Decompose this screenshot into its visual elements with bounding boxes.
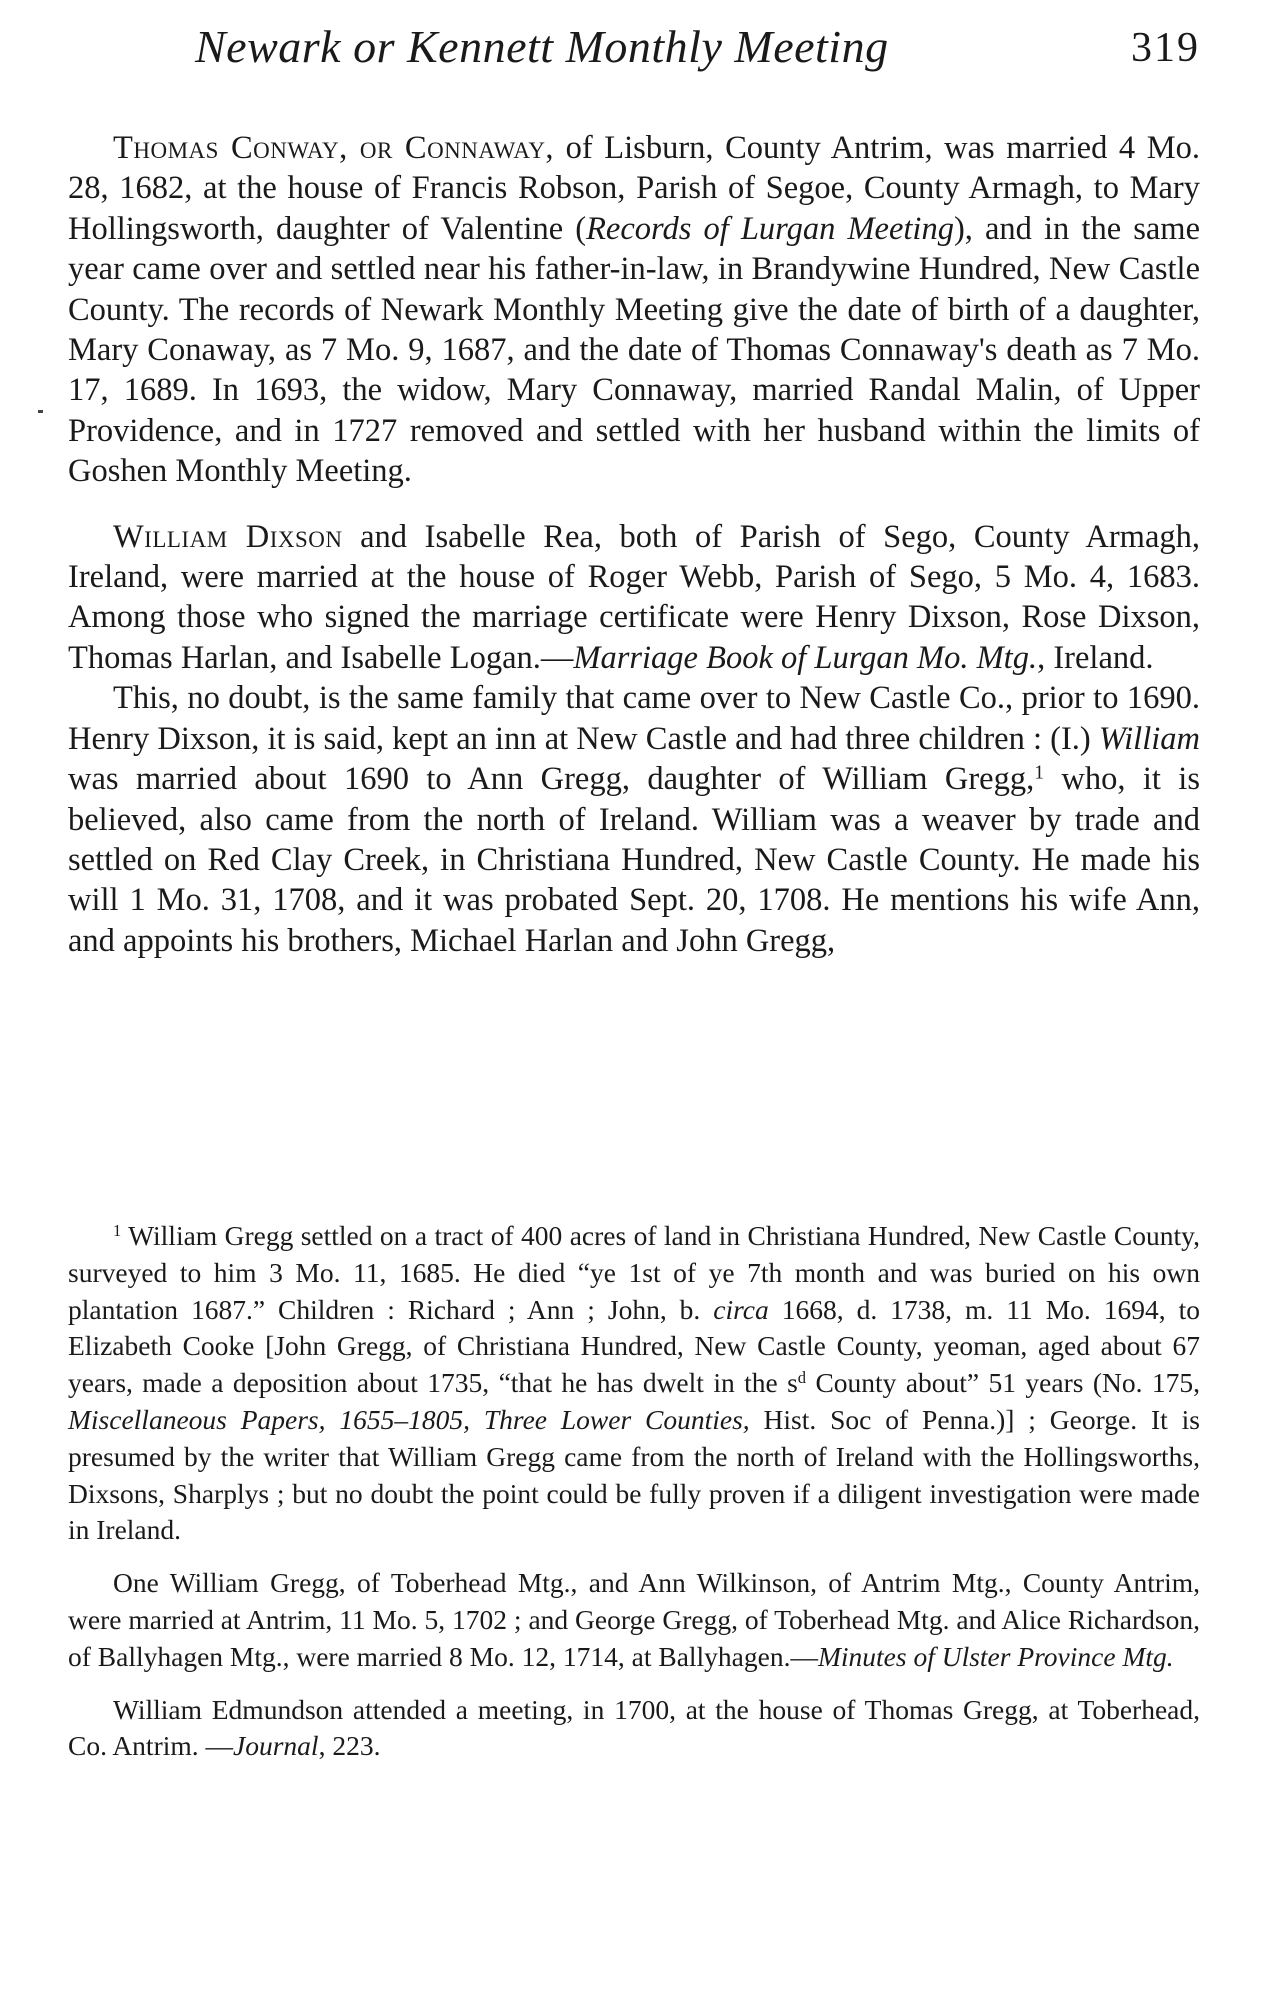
- person-name: Thomas Conway, or Connaway,: [113, 130, 555, 166]
- person-name: William Dixson: [113, 518, 343, 555]
- footnote-edmundson: [68, 1692, 1200, 1766]
- footnote-reference[interactable]: 1: [1034, 762, 1044, 784]
- paragraph-text: was married about 1690 to Ann Gregg, daughter of William Gregg,: [68, 761, 1035, 798]
- child-name: William: [1098, 720, 1200, 757]
- running-title: Newark or Kennett Monthly Meeting: [195, 21, 889, 72]
- footnote-italic: circa: [713, 1293, 769, 1325]
- paragraph-text: who, it is believed, also came from the north of Ireland. William was a weaver by trade and settled on Red Clay Creek, in Christiana Hundred, New Castle County. He made his will 1 Mo. 31, 1708, and it was probated Sept. 20, 1708. He mentions his wife Ann, and appoints his brothers, Michael Harlan and John Gregg,: [68, 761, 1200, 959]
- page-number: 319: [1131, 25, 1200, 71]
- footnote-text: William Gregg settled on a tract of 400 acres of land in Christiana Hundred, New Castle County, surveyed to him 3 Mo. 11, 1685. He died “ye 1st of ye 7th month and was buried on his own plantation 1687.” Children : Richard ; Ann ; John, b.: [68, 1220, 1200, 1325]
- paragraph-text: This, no doubt, is the same family that came over to New Castle Co., prior to 1690. Henry Dixson, it is said, kept an inn at New Castle and had three children : (I.): [68, 680, 1200, 757]
- citation: Records of Lurgan Meeting: [586, 210, 954, 247]
- footnote-gregg-marriages: [68, 1565, 1200, 1675]
- footnote-citation: Miscellaneous Papers, 1655–1805, Three Lower Counties,: [68, 1403, 750, 1435]
- footnote-text: 1668, d. 1738, m. 11 Mo. 1694, to Elizabeth Cooke [John Gregg, of Christiana Hundred, New Castle County, yeoman, aged about 67 years, made a deposition about 1735, “that he has dwelt in the s: [68, 1293, 1200, 1399]
- paragraph-dixson: [68, 517, 1200, 679]
- footnote-text: , 223.: [318, 1730, 381, 1762]
- main-text: [68, 128, 1200, 961]
- paragraph-dixson-family: [68, 678, 1200, 961]
- paragraph-text: and Isabelle Rea, both of Parish of Sego, County Armagh, Ireland, were married at the house of Roger Webb, Parish of Sego, 5 Mo. 4, 1683. Among those who signed the marriage certificate were Henry Dixson, Rose Dixson, Thomas Harlan, and Isabelle Logan.—: [68, 518, 1201, 676]
- citation: Marriage Book of Lurgan Mo. Mtg.: [573, 639, 1038, 676]
- footnote-citation: Minutes of Ulster Province Mtg.: [817, 1640, 1174, 1672]
- page-header: [150, 20, 1200, 90]
- footnote-text: County about” 51 years (No. 175,: [806, 1367, 1200, 1399]
- footnotes: [68, 1218, 1200, 1765]
- footnote-1: [68, 1218, 1200, 1549]
- margin-mark: [38, 410, 43, 413]
- footnote-citation: Journal: [233, 1730, 319, 1762]
- paragraph-conway: [68, 128, 1200, 492]
- footnote-number: 1: [113, 1220, 122, 1240]
- paragraph-text: , Ireland.: [1037, 639, 1154, 676]
- footnote-text: William Edmundson attended a meeting, in 1700, at the house of Thomas Gregg, at Toberhead, Co. Antrim. —: [68, 1693, 1200, 1762]
- footnote-text: One William Gregg, of Toberhead Mtg., and Ann Wilkinson, of Antrim Mtg., County Antrim, were married at Antrim, 11 Mo. 5, 1702 ; and George Gregg, of Toberhead Mtg. and Alice Richardson, of Ballyhagen Mtg., were married 8 Mo. 12, 1714, at Ballyhagen.—: [68, 1567, 1200, 1672]
- superscript: d: [797, 1368, 807, 1388]
- footnote-text: Hist. Soc of Penna.)] ; George. It is presumed by the writer that William Gregg came from the north of Ireland with the Hollingsworths, Dixsons, Sharplys ; but no doubt the point could be fully proven if a diligent investigation were made in Ireland.: [68, 1403, 1200, 1546]
- paragraph-text: of Lisburn, County Antrim, was married 4 Mo. 28, 1682, at the house of Francis Robson, Parish of Segoe, County Armagh, to Mary Hollingsworth, daughter of Valentine (: [68, 130, 1200, 247]
- paragraph-text: ), and in the same year came over and settled near his father-in-law, in Brandywine Hundred, New Castle County. The records of Newark Monthly Meeting give the date of birth of a daughter, Mary Conaway, as 7 Mo. 9, 1687, and the date of Thomas Connaway's death as 7 Mo. 17, 1689. In 1693, the widow, Mary Connaway, married Randal Malin, of Upper Providence, and in 1727 removed and settled with her husband within the limits of Goshen Monthly Meeting.: [68, 210, 1200, 490]
